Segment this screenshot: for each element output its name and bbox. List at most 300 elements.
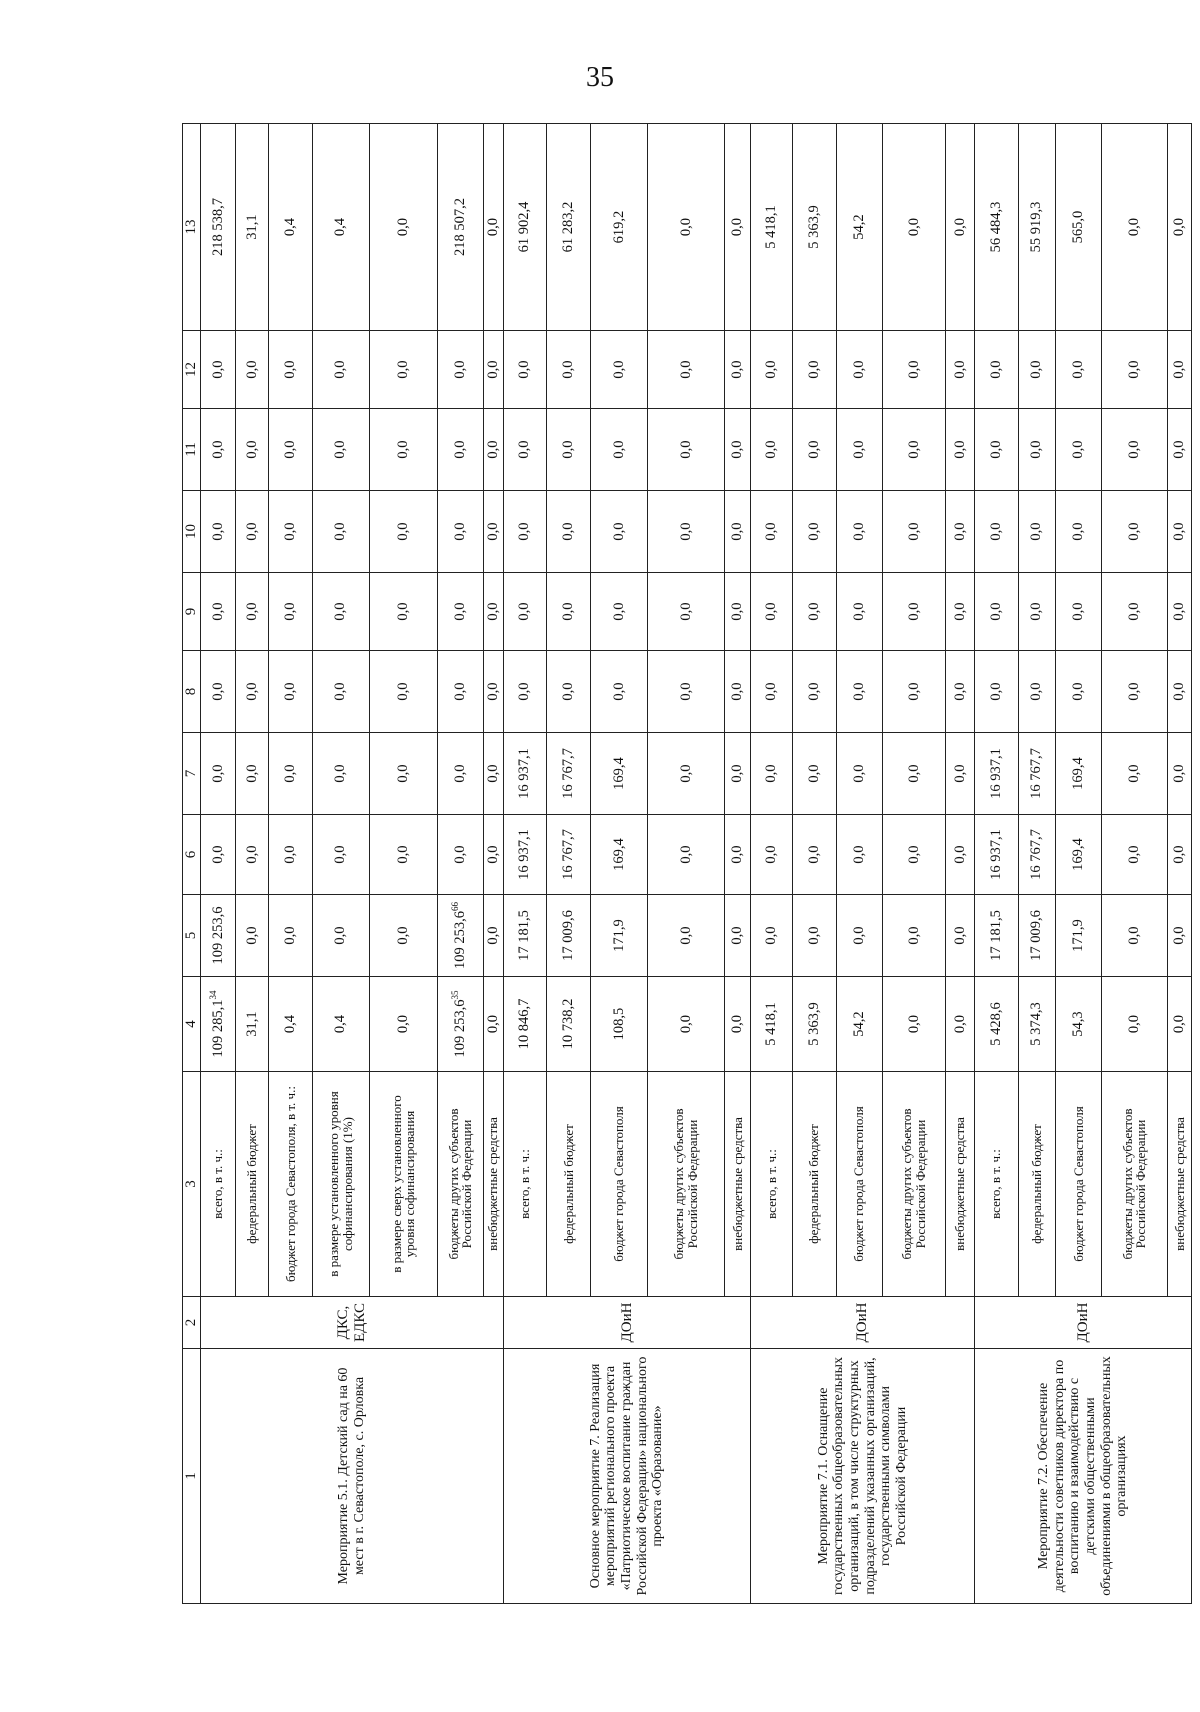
value-cell xyxy=(946,491,975,573)
value-text: 0,0 xyxy=(484,926,501,945)
value-cell xyxy=(369,409,437,491)
value-cell xyxy=(792,409,836,491)
value-text: 0,0 xyxy=(484,522,501,541)
value-cell xyxy=(201,573,236,651)
table-row xyxy=(201,124,236,1604)
value-cell xyxy=(836,573,882,651)
value-cell xyxy=(946,733,975,815)
value-cell xyxy=(882,409,946,491)
value-text: 169,4 xyxy=(1069,838,1086,871)
value-cell xyxy=(312,491,369,573)
value-cell xyxy=(312,573,369,651)
value-text: 0,0 xyxy=(763,926,780,945)
funding-source-cell: федеральный бюджет xyxy=(792,1072,836,1297)
value-cell xyxy=(201,409,236,491)
funding-source-cell: бюджет города Севастополя xyxy=(591,1072,648,1297)
column-header: 11 xyxy=(183,409,201,491)
value-cell xyxy=(483,815,503,895)
value-text: 56 484,3 xyxy=(987,201,1004,253)
value-cell xyxy=(836,651,882,733)
value-cell xyxy=(792,815,836,895)
column-header: 5 xyxy=(183,895,201,977)
value-cell xyxy=(312,124,369,331)
value-cell xyxy=(792,895,836,977)
value-text: 0,0 xyxy=(729,845,746,864)
value-cell xyxy=(369,491,437,573)
value-cell xyxy=(312,895,369,977)
value-cell xyxy=(974,895,1018,977)
value-text: 16 767,7 xyxy=(560,748,577,799)
value-cell xyxy=(751,573,793,651)
value-text: 0,0 xyxy=(1170,522,1187,541)
column-header: 6 xyxy=(183,815,201,895)
value-cell xyxy=(437,491,483,573)
value-cell xyxy=(974,331,1018,409)
value-cell xyxy=(503,331,547,409)
value-cell xyxy=(1055,815,1101,895)
value-cell xyxy=(836,733,882,815)
value-text: 0,0 xyxy=(951,217,968,237)
value-text: 0,0 xyxy=(763,602,780,621)
value-text: 0,0 xyxy=(281,682,298,701)
value-text: 0,0 xyxy=(394,217,411,237)
value-text: 0,0 xyxy=(451,440,468,459)
value-text: 0,0 xyxy=(850,440,867,459)
column-header: 13 xyxy=(183,124,201,331)
value-text: 0,0 xyxy=(516,682,533,701)
value-cell xyxy=(751,491,793,573)
value-text: 0,0 xyxy=(951,764,968,783)
value-text: 0,0 xyxy=(243,360,260,379)
value-cell xyxy=(882,895,946,977)
value-cell xyxy=(236,573,269,651)
value-text: 0,0 xyxy=(987,522,1004,541)
value-cell xyxy=(1055,895,1101,977)
value-text: 55 919,3 xyxy=(1028,201,1045,253)
value-text: 171,9 xyxy=(610,919,627,952)
value-text: 0,0 xyxy=(332,926,349,945)
value-text: 0,0 xyxy=(763,522,780,541)
value-text: 0,0 xyxy=(484,1014,501,1034)
value-text: 0,0 xyxy=(281,602,298,621)
value-cell xyxy=(268,573,312,651)
value-cell xyxy=(1018,124,1055,331)
column-header: 9 xyxy=(183,573,201,651)
value-text: 0,0 xyxy=(209,522,226,541)
value-text: 16 937,1 xyxy=(516,748,533,799)
funding-source-cell: бюджет города Севастополя, в т. ч.: xyxy=(268,1072,312,1297)
value-text: 109 253,6 xyxy=(451,911,468,969)
value-cell xyxy=(1101,124,1167,331)
value-cell xyxy=(751,651,793,733)
value-text: 0,0 xyxy=(209,845,226,864)
value-text: 0,0 xyxy=(729,1014,746,1034)
value-text: 0,0 xyxy=(1069,682,1086,701)
value-cell xyxy=(724,491,750,573)
value-cell xyxy=(503,895,547,977)
value-text: 0,0 xyxy=(677,217,694,237)
value-cell xyxy=(724,733,750,815)
value-text: 0,0 xyxy=(729,602,746,621)
value-cell xyxy=(974,733,1018,815)
value-text: 0,0 xyxy=(1028,602,1045,621)
column-header-row xyxy=(183,124,201,1604)
executor-cell: ДОиН xyxy=(751,1297,975,1349)
value-cell xyxy=(503,491,547,573)
value-cell xyxy=(648,895,725,977)
value-cell xyxy=(882,815,946,895)
value-cell xyxy=(201,331,236,409)
funding-source-cell: в размере установленного уровня софинансирования (1%) xyxy=(312,1072,369,1297)
value-text: 0,0 xyxy=(332,522,349,541)
value-cell xyxy=(201,977,236,1072)
value-text: 0,0 xyxy=(516,440,533,459)
value-text: 0,0 xyxy=(951,602,968,621)
value-text: 0,0 xyxy=(1028,522,1045,541)
value-text: 0,0 xyxy=(332,602,349,621)
budget-table xyxy=(182,123,1192,1604)
value-cell xyxy=(1055,491,1101,573)
value-cell xyxy=(792,573,836,651)
value-cell xyxy=(483,409,503,491)
value-text: 0,0 xyxy=(484,602,501,621)
value-text: 0,0 xyxy=(451,522,468,541)
value-cell xyxy=(1055,977,1101,1072)
value-cell xyxy=(724,124,750,331)
value-cell xyxy=(882,573,946,651)
footnote-ref: 35 xyxy=(449,990,460,1000)
value-cell xyxy=(547,573,591,651)
value-cell xyxy=(946,977,975,1072)
value-text: 0,0 xyxy=(951,926,968,945)
value-cell xyxy=(437,331,483,409)
value-text: 0,0 xyxy=(1170,845,1187,864)
value-text: 0,0 xyxy=(516,360,533,379)
value-cell xyxy=(648,733,725,815)
value-text: 0,0 xyxy=(729,360,746,379)
value-text: 0,0 xyxy=(729,682,746,701)
value-text: 0,0 xyxy=(987,602,1004,621)
value-cell xyxy=(503,124,547,331)
value-cell xyxy=(268,124,312,331)
value-cell xyxy=(1018,815,1055,895)
value-cell xyxy=(236,895,269,977)
value-cell xyxy=(201,895,236,977)
value-text: 0,0 xyxy=(1170,217,1187,237)
funding-source-cell: бюджеты других субъектов Российской Федерации xyxy=(1101,1072,1167,1297)
value-cell xyxy=(236,331,269,409)
value-text: 0,0 xyxy=(951,522,968,541)
value-cell xyxy=(1018,331,1055,409)
value-text: 0,0 xyxy=(394,440,411,459)
funding-source-cell: федеральный бюджет xyxy=(547,1072,591,1297)
value-text: 0,0 xyxy=(560,360,577,379)
value-text: 0,0 xyxy=(677,522,694,541)
value-cell xyxy=(312,651,369,733)
value-cell xyxy=(547,331,591,409)
value-text: 17 009,6 xyxy=(1028,910,1045,961)
value-text: 0,0 xyxy=(394,1014,411,1034)
value-text: 0,0 xyxy=(805,764,822,783)
value-text: 0,0 xyxy=(763,845,780,864)
value-cell xyxy=(836,977,882,1072)
value-cell xyxy=(1167,733,1191,815)
value-cell xyxy=(1055,409,1101,491)
value-text: 0,0 xyxy=(209,440,226,459)
value-text: 0,0 xyxy=(729,217,746,237)
executor-cell: ДОиН xyxy=(974,1297,1191,1349)
value-cell xyxy=(974,977,1018,1072)
value-text: 0,0 xyxy=(484,845,501,864)
value-text: 0,0 xyxy=(729,440,746,459)
column-header: 2 xyxy=(183,1297,201,1349)
value-cell xyxy=(591,733,648,815)
value-cell xyxy=(268,651,312,733)
value-cell xyxy=(483,124,503,331)
value-text: 0,0 xyxy=(394,602,411,621)
value-cell xyxy=(1101,895,1167,977)
value-cell xyxy=(751,331,793,409)
funding-source-cell: всего, в т. ч.: xyxy=(201,1072,236,1297)
value-text: 0,0 xyxy=(951,440,968,459)
value-cell xyxy=(751,409,793,491)
value-text: 0,0 xyxy=(394,522,411,541)
value-cell xyxy=(437,409,483,491)
value-text: 0,0 xyxy=(763,764,780,783)
value-cell xyxy=(268,815,312,895)
value-text: 0,0 xyxy=(905,602,922,621)
value-text: 0,0 xyxy=(677,764,694,783)
value-text: 0,0 xyxy=(281,440,298,459)
value-cell xyxy=(547,124,591,331)
value-cell xyxy=(1101,815,1167,895)
value-cell xyxy=(792,491,836,573)
value-text: 0,0 xyxy=(805,522,822,541)
value-text: 0,0 xyxy=(243,845,260,864)
column-header: 12 xyxy=(183,331,201,409)
value-cell xyxy=(369,895,437,977)
value-text: 0,0 xyxy=(560,682,577,701)
executor-cell: ДОиН xyxy=(503,1297,751,1349)
value-text: 0,0 xyxy=(805,926,822,945)
value-text: 0,0 xyxy=(905,1014,922,1034)
value-text: 10 738,2 xyxy=(560,998,577,1050)
value-cell xyxy=(437,733,483,815)
value-cell xyxy=(1167,331,1191,409)
value-text: 0,0 xyxy=(394,764,411,783)
value-cell xyxy=(268,409,312,491)
value-text: 0,0 xyxy=(1170,602,1187,621)
funding-source-cell: всего, в т. ч.: xyxy=(503,1072,547,1297)
value-text: 0,0 xyxy=(243,926,260,945)
value-text: 218 507,2 xyxy=(451,198,468,256)
value-cell xyxy=(792,331,836,409)
value-cell xyxy=(1101,573,1167,651)
page-number: 35 xyxy=(586,62,614,93)
table-row xyxy=(974,124,1018,1604)
value-text: 16 937,1 xyxy=(516,829,533,880)
funding-source-cell: внебюджетные средства xyxy=(946,1072,975,1297)
value-cell xyxy=(648,331,725,409)
value-text: 109 253,6 xyxy=(209,906,226,965)
value-text: 0,0 xyxy=(1125,926,1142,945)
value-text: 5 374,3 xyxy=(1028,1002,1045,1046)
value-text: 0,0 xyxy=(451,845,468,864)
value-text: 0,0 xyxy=(1125,440,1142,459)
value-text: 109 285,1 xyxy=(209,999,226,1058)
value-cell xyxy=(312,409,369,491)
value-text: 0,0 xyxy=(394,926,411,945)
column-header: 8 xyxy=(183,651,201,733)
value-text: 0,0 xyxy=(1069,360,1086,379)
value-cell xyxy=(836,895,882,977)
value-cell xyxy=(648,124,725,331)
value-cell xyxy=(1018,491,1055,573)
table-row xyxy=(503,124,547,1604)
budget-table-rotated xyxy=(182,124,1192,1604)
value-text: 0,0 xyxy=(243,602,260,621)
value-text: 0,0 xyxy=(951,682,968,701)
value-text: 0,0 xyxy=(332,682,349,701)
value-text: 565,0 xyxy=(1069,210,1086,244)
value-cell xyxy=(1101,331,1167,409)
value-text: 0,0 xyxy=(850,845,867,864)
value-text: 17 009,6 xyxy=(560,910,577,961)
value-text: 0,0 xyxy=(677,602,694,621)
value-text: 0,0 xyxy=(951,1014,968,1034)
value-cell xyxy=(724,651,750,733)
value-text: 0,0 xyxy=(610,602,627,621)
value-cell xyxy=(882,733,946,815)
value-text: 0,0 xyxy=(905,440,922,459)
value-text: 169,4 xyxy=(1069,757,1086,790)
value-text: 16 937,1 xyxy=(987,748,1004,799)
value-text: 0,0 xyxy=(1170,360,1187,379)
value-cell xyxy=(1018,733,1055,815)
value-cell xyxy=(437,895,483,977)
value-cell xyxy=(648,815,725,895)
value-cell xyxy=(369,815,437,895)
value-cell xyxy=(503,651,547,733)
value-text: 54,2 xyxy=(850,1011,867,1037)
value-cell xyxy=(268,977,312,1072)
value-cell xyxy=(1055,733,1101,815)
value-text: 0,0 xyxy=(677,1014,694,1034)
value-text: 0,0 xyxy=(1170,1014,1187,1034)
value-cell xyxy=(369,651,437,733)
value-cell xyxy=(836,491,882,573)
funding-source-cell: бюджеты других субъектов Российской Федерации xyxy=(648,1072,725,1297)
value-text: 0,0 xyxy=(905,360,922,379)
value-text: 16 937,1 xyxy=(987,829,1004,880)
funding-source-cell: бюджет города Севастополя xyxy=(1055,1072,1101,1297)
value-cell xyxy=(369,124,437,331)
value-text: 0,0 xyxy=(729,926,746,945)
value-text: 0,0 xyxy=(1125,360,1142,379)
value-text: 0,0 xyxy=(850,602,867,621)
value-cell xyxy=(312,733,369,815)
value-text: 0,0 xyxy=(905,522,922,541)
value-text: 0,0 xyxy=(677,440,694,459)
funding-source-cell: внебюджетные средства xyxy=(1167,1072,1191,1297)
value-text: 0,0 xyxy=(209,360,226,379)
value-cell xyxy=(483,331,503,409)
value-text: 17 181,5 xyxy=(516,910,533,961)
value-cell xyxy=(591,124,648,331)
value-text: 61 283,2 xyxy=(560,201,577,253)
value-cell xyxy=(1167,124,1191,331)
value-text: 218 538,7 xyxy=(209,198,226,256)
value-cell xyxy=(483,895,503,977)
value-cell xyxy=(882,491,946,573)
value-text: 0,0 xyxy=(560,440,577,459)
value-cell xyxy=(1101,733,1167,815)
value-text: 0,0 xyxy=(1028,682,1045,701)
value-text: 0,4 xyxy=(332,217,349,237)
value-cell xyxy=(974,573,1018,651)
value-text: 5 363,9 xyxy=(805,1002,822,1046)
value-cell xyxy=(1018,895,1055,977)
value-text: 16 767,7 xyxy=(1028,748,1045,799)
funding-source-cell: бюджеты других субъектов Российской Федерации xyxy=(882,1072,946,1297)
value-text: 0,0 xyxy=(243,682,260,701)
value-cell xyxy=(1101,651,1167,733)
value-text: 0,0 xyxy=(1125,1014,1142,1034)
value-cell xyxy=(792,124,836,331)
value-cell xyxy=(437,651,483,733)
value-cell xyxy=(751,733,793,815)
value-text: 0,0 xyxy=(484,682,501,701)
value-cell xyxy=(483,651,503,733)
value-text: 0,4 xyxy=(281,217,298,237)
value-text: 169,4 xyxy=(610,757,627,790)
value-cell xyxy=(591,491,648,573)
value-cell xyxy=(201,124,236,331)
value-text: 619,2 xyxy=(610,210,627,244)
value-cell xyxy=(236,491,269,573)
value-text: 0,0 xyxy=(281,845,298,864)
value-cell xyxy=(792,733,836,815)
funding-source-cell: внебюджетные средства xyxy=(724,1072,750,1297)
value-text: 16 767,7 xyxy=(1028,829,1045,880)
value-cell xyxy=(201,651,236,733)
value-text: 16 767,7 xyxy=(560,829,577,880)
value-cell xyxy=(946,651,975,733)
value-text: 171,9 xyxy=(1069,919,1086,952)
value-text: 0,0 xyxy=(1028,440,1045,459)
value-cell xyxy=(751,124,793,331)
value-cell xyxy=(1018,409,1055,491)
value-cell xyxy=(1018,977,1055,1072)
value-cell xyxy=(724,977,750,1072)
value-cell xyxy=(946,331,975,409)
value-text: 0,0 xyxy=(677,926,694,945)
value-text: 0,0 xyxy=(451,360,468,379)
value-cell xyxy=(369,331,437,409)
value-cell xyxy=(836,331,882,409)
value-cell xyxy=(503,733,547,815)
value-cell xyxy=(1101,409,1167,491)
activity-cell: Мероприятие 7.1. Оснащение государственных общеобразовательных организаций, в том числе структурных подразделений указанных организаций, государственными символами Российской Федерации xyxy=(751,1349,975,1604)
value-cell xyxy=(591,573,648,651)
value-text: 0,0 xyxy=(243,440,260,459)
value-cell xyxy=(946,124,975,331)
value-text: 61 902,4 xyxy=(516,201,533,253)
value-cell xyxy=(201,815,236,895)
value-cell xyxy=(547,491,591,573)
value-cell xyxy=(437,815,483,895)
value-text: 0,0 xyxy=(1125,845,1142,864)
